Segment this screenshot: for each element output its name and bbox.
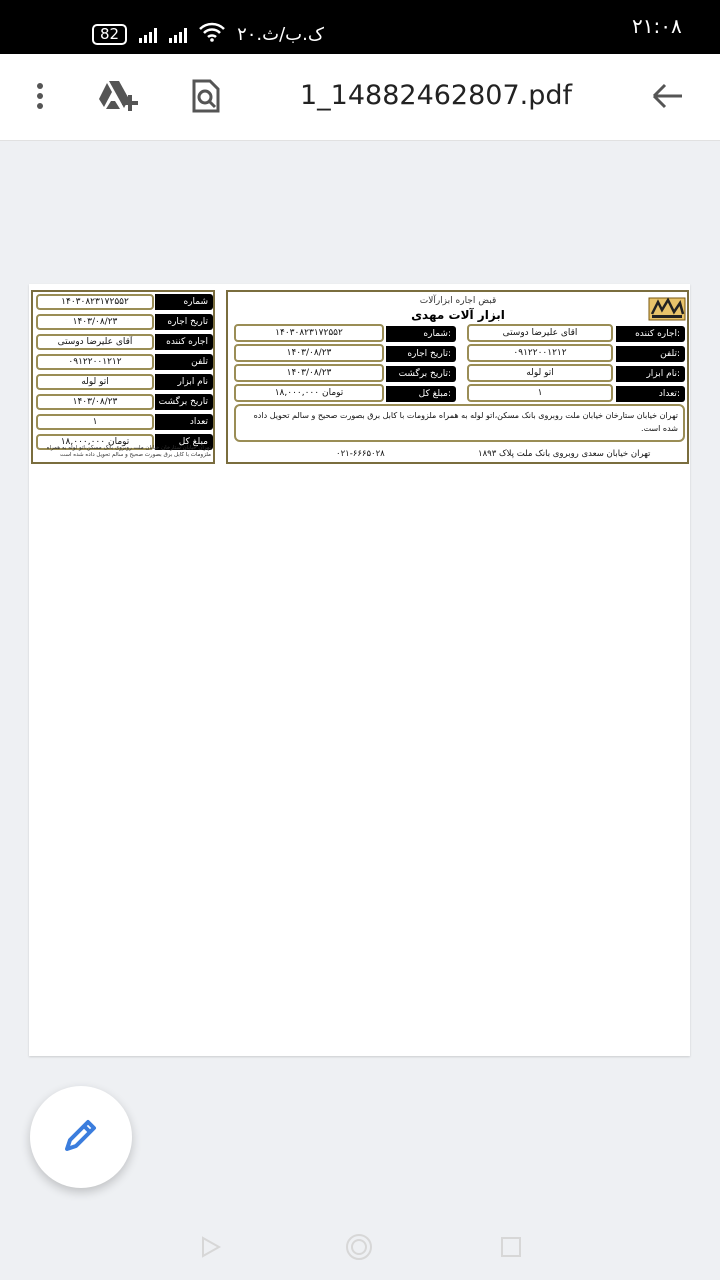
count-label: تعداد: (616, 386, 685, 402)
return-date-label: تاریخ برگشت: (386, 366, 456, 382)
pdf-page[interactable] (29, 284, 690, 1056)
signal-icon (139, 27, 157, 43)
edit-pencil-icon (61, 1115, 101, 1159)
system-nav-bar (0, 1212, 720, 1280)
stub-rent-date-value: ۱۴۰۳/۰۸/۲۳ (36, 314, 154, 330)
document-title: 1_14882462807.pdf (300, 80, 573, 111)
stub-tool-value: اتو لوله (36, 374, 154, 390)
edit-fab-button[interactable] (30, 1086, 132, 1188)
receipt-main (226, 290, 689, 464)
phone-label: تلفن: (616, 346, 685, 362)
number-value: ۱۴۰۳۰۸۲۳۱۷۲۵۵۲ (234, 324, 384, 342)
stub-total-value: ۱۸,۰۰۰,۰۰۰ تومان (36, 434, 154, 450)
total-value: ۱۸,۰۰۰,۰۰۰ تومان (234, 384, 384, 402)
renter-value: اقای علیرضا دوستی (467, 324, 613, 342)
tool-value: اتو لوله (467, 364, 613, 382)
stub-count-value: ۱ (36, 414, 154, 430)
stub-return-date-value: ۱۴۰۳/۰۸/۲۳ (36, 394, 154, 410)
rent-date-value: ۱۴۰۳/۰۸/۲۳ (234, 344, 384, 362)
rental-receipt (29, 288, 690, 468)
wifi-icon (199, 22, 225, 47)
receipt-header-small: قبض اجاره ابزارآلات (419, 296, 497, 306)
stub-count-label: تعداد (155, 414, 213, 430)
stub-tool-label: نام ابزار (155, 374, 213, 390)
back-arrow-icon[interactable] (644, 72, 692, 120)
stub-phone-label: تلفن (155, 354, 213, 370)
stub-rent-date-label: تاریخ اجاره (155, 314, 213, 330)
total-label: مبلغ کل: (386, 386, 456, 402)
stub-footer-note: تهران خیابان ستارخان خیابان ملت روبروی بانک مسکن،اتو لوله به همراه ملزومات با کابل برق بصورت صحیح و سالم تحویل داده شده است (46, 445, 211, 458)
battery-icon: 82 (92, 24, 127, 45)
stub-number-label: شماره (155, 294, 213, 310)
status-bar (0, 0, 720, 54)
number-label: شماره: (386, 326, 456, 342)
signal-icon (169, 27, 187, 43)
phone-value: ۰۹۱۲۲۰۰۱۲۱۲ (467, 344, 613, 362)
stub-phone-value: ۰۹۱۲۲۰۰۱۲۱۲ (36, 354, 154, 370)
count-value: ۱ (467, 384, 613, 402)
status-indicators (92, 22, 324, 47)
operator-label: ۲۰.ک.ب/ث (237, 24, 324, 45)
nav-back-icon[interactable] (196, 1232, 226, 1262)
receipt-stub (31, 290, 215, 464)
tool-label: نام ابزار: (616, 366, 685, 382)
nav-home-icon[interactable] (344, 1232, 374, 1262)
nav-recents-icon[interactable] (496, 1232, 526, 1262)
more-icon[interactable] (16, 72, 64, 120)
stub-renter-label: اجاره کننده (155, 334, 213, 350)
stub-total-label: مبلغ کل (155, 434, 213, 450)
stub-number-value: ۱۴۰۳۰۸۲۳۱۷۲۵۵۲ (36, 294, 154, 310)
shop-address: تهران خیابان سعدی روبروی بانک ملت پلاک ۱۸۹۳ (478, 449, 651, 459)
receipt-description: تهران خیابان ستارخان خیابان ملت روبروی بانک مسکن،اتو لوله به همراه ملزومات با کابل برق بصورت صحیح و سالم تحویل داده شده است. (234, 404, 685, 442)
receipt-header-main: ابزار آلات مهدی (411, 308, 505, 322)
clock: ۲۱:۰۸ (632, 14, 682, 38)
stub-return-date-label: تاریخ برگشت (155, 394, 213, 410)
drive-add-icon[interactable] (94, 72, 142, 120)
renter-label: اجاره کننده: (616, 326, 685, 342)
stub-renter-value: آقای علیرضا دوستی (36, 334, 154, 350)
shop-phone: ۰۲۱-۶۶۶۵۰۲۸ (336, 449, 385, 459)
shop-logo (648, 294, 686, 322)
return-date-value: ۱۴۰۳/۰۸/۲۳ (234, 364, 384, 382)
find-in-page-icon[interactable] (182, 72, 230, 120)
rent-date-label: تاریخ اجاره: (386, 346, 456, 362)
pdf-viewer-toolbar (0, 54, 720, 141)
